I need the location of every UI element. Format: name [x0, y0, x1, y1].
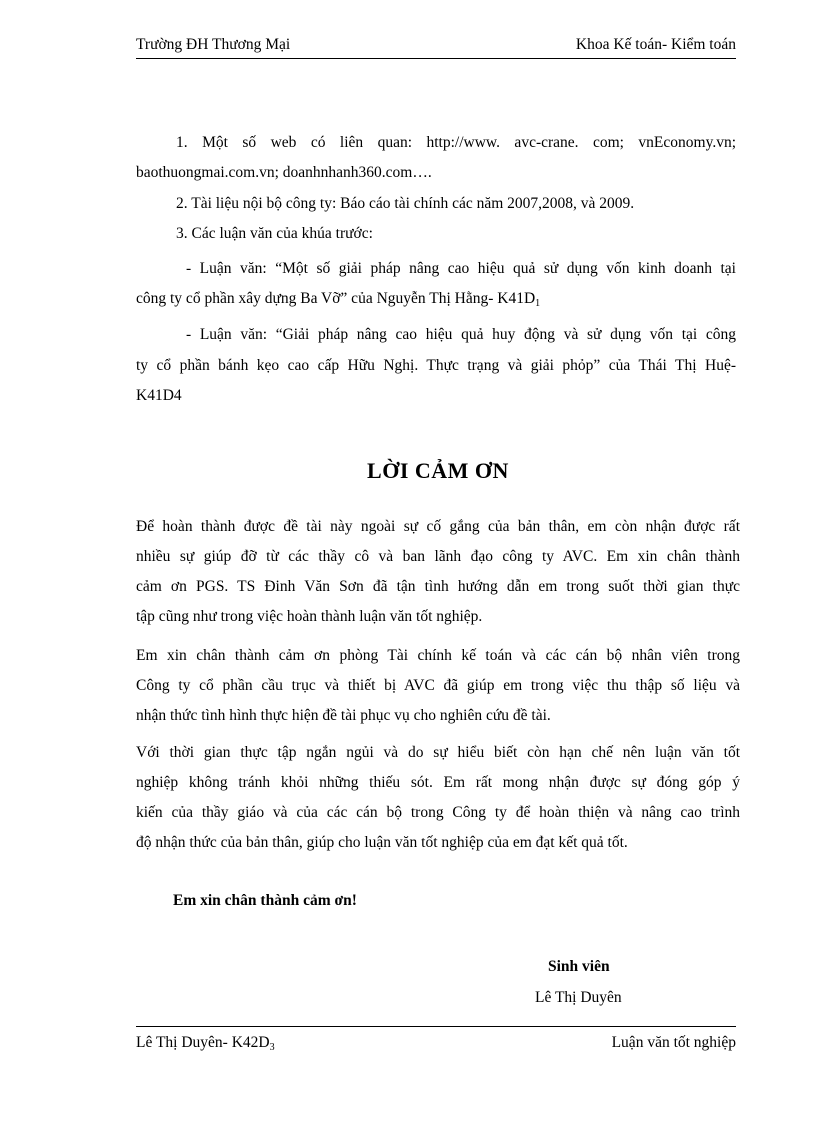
thesis-2-line-1: - Luận văn: “Giải pháp nâng cao hiệu quả huy động và sử dụng vốn tại công [186, 326, 736, 343]
header-school: Trường ĐH Thương Mại [136, 36, 291, 53]
thesis-1-line-2 [136, 290, 740, 308]
ack-p1-line-4: tập cũng như trong việc hoàn thành luận văn tốt nghiệp. [136, 608, 483, 625]
ref-item-1-line-2: baothuongmai.com.vn; doanhnhanh360.com…. [136, 164, 432, 181]
ack-p2-line-1: Em xin chân thành cảm ơn phòng Tài chính kế toán và các cán bộ nhân viên trong [136, 647, 740, 664]
thesis-2-line-3: K41D4 [136, 387, 182, 404]
ack-p2-line-2: Công ty cổ phần cầu trục và thiết bị AVC đã giúp em trong việc thu thập số liệu và [136, 677, 740, 694]
ref-item-2: 2. Tài liệu nội bộ công ty: Báo cáo tài chính các năm 2007,2008, và 2009. [176, 195, 635, 212]
ack-p1-line-2: nhiều sự giúp đỡ từ các thầy cô và ban lãnh đạo công ty AVC. Em xin chân thành [136, 548, 740, 565]
footer-author-text: Lê Thị Duyên- K42D [136, 1034, 270, 1051]
signature-name: Lê Thị Duyên [535, 989, 622, 1006]
ack-p2-line-3: nhận thức tình hình thực hiện đề tài phục vụ cho nghiên cứu đề tài. [136, 707, 551, 724]
header-faculty: Khoa Kế toán- Kiểm toán [575, 36, 736, 53]
ack-p3-line-4: độ nhận thức của bản thân, giúp cho luận văn tốt nghiệp của em đạt kết quả tốt. [136, 834, 628, 851]
thesis-1-subscript: 1 [535, 298, 541, 309]
ack-p1-line-1: Để hoàn thành được đề tài này ngoài sự cố gắng của bản thân, em còn nhận được rất [136, 518, 740, 535]
ref-item-3: 3. Các luận văn của khúa trước: [176, 225, 373, 242]
thesis-1-line-1: - Luận văn: “Một số giải pháp nâng cao hiệu quả sử dụng vốn kinh doanh tại [186, 260, 736, 277]
footer-author [136, 1034, 275, 1052]
thesis-2-line-2: ty cổ phần bánh kẹo cao cấp Hữu Nghị. Thực trạng và giải phỏp” của Thái Thị Huệ- [136, 357, 736, 374]
thesis-1-text: công ty cổ phần xây dựng Ba Vỡ” của Nguyễn Thị Hằng- K41D [136, 290, 536, 307]
signature-role: Sinh viên [548, 958, 610, 975]
footer-doc-type: Luận văn tốt nghiệp [611, 1034, 736, 1051]
acknowledgement-title: LỜI CẢM ƠN [367, 458, 509, 483]
ack-p3-line-1: Với thời gian thực tập ngắn ngủi và do sự hiểu biết còn hạn chế nên luận văn tốt [136, 744, 740, 761]
thanks-line: Em xin chân thành cảm ơn! [173, 892, 357, 909]
ack-p3-line-2: nghiệp không tránh khỏi những thiếu sót. Em rất mong nhận được sự đóng góp ý [136, 774, 740, 791]
footer-author-subscript: 3 [269, 1042, 275, 1053]
ref-item-1-line-1: 1. Một số web có liên quan: http://www. avc-crane. com; vnEconomy.vn; [176, 134, 736, 151]
page-footer [136, 1026, 736, 1053]
ack-p3-line-3: kiến của thầy giáo và của các cán bộ trong Công ty để hoàn thiện và nâng cao trình [136, 804, 740, 821]
page-header [136, 36, 736, 59]
ack-p1-line-3: cảm ơn PGS. TS Đinh Văn Sơn đã tận tình hướng dẫn em trong suốt thời gian thực [136, 578, 740, 595]
